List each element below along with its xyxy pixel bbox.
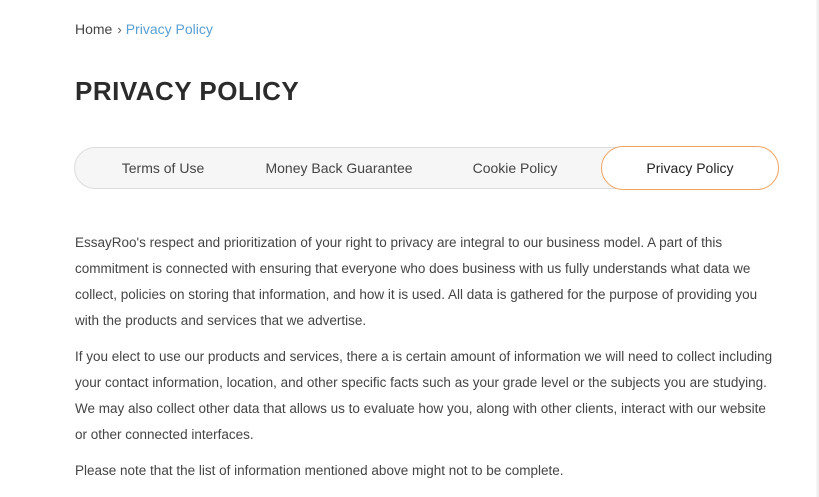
breadcrumb [75, 20, 213, 38]
policy-paragraph: EssayRoo's respect and prioritization of your right to privacy are integral to our business model. A part of this commitment is connected with ensuring that everyone who does business with us fully understands what data we collect, policies on storing that information, and how it is used. All data is gathered for the purpose of providing you with the products and services that we advertise. [75, 235, 758, 328]
breadcrumb-separator-icon: › [117, 22, 122, 37]
page-title: PRIVACY POLICY [75, 76, 300, 106]
policy-tabs [74, 147, 779, 189]
policy-content [75, 230, 780, 494]
breadcrumb-current: Privacy Policy [125, 21, 213, 37]
policy-paragraph: Please note that the list of information mentioned above might not to be complete. [75, 463, 564, 478]
tab-cookie-policy[interactable]: Cookie Policy [472, 160, 558, 176]
policy-paragraph: If you elect to use our products and services, there a is certain amount of information we will need to collect including your contact information, location, and other specific facts such as your grade level or the subjects you are studying. We may also collect other data that allows us to evaluate how you, along with other clients, interact with our website or other connected interfaces. [75, 349, 773, 442]
tab-privacy-policy[interactable]: Privacy Policy [601, 146, 779, 190]
tab-terms-of-use[interactable]: Terms of Use [121, 160, 205, 176]
breadcrumb-home-link[interactable]: Home [75, 21, 113, 37]
tab-money-back-guarantee[interactable]: Money Back Guarantee [265, 160, 413, 176]
